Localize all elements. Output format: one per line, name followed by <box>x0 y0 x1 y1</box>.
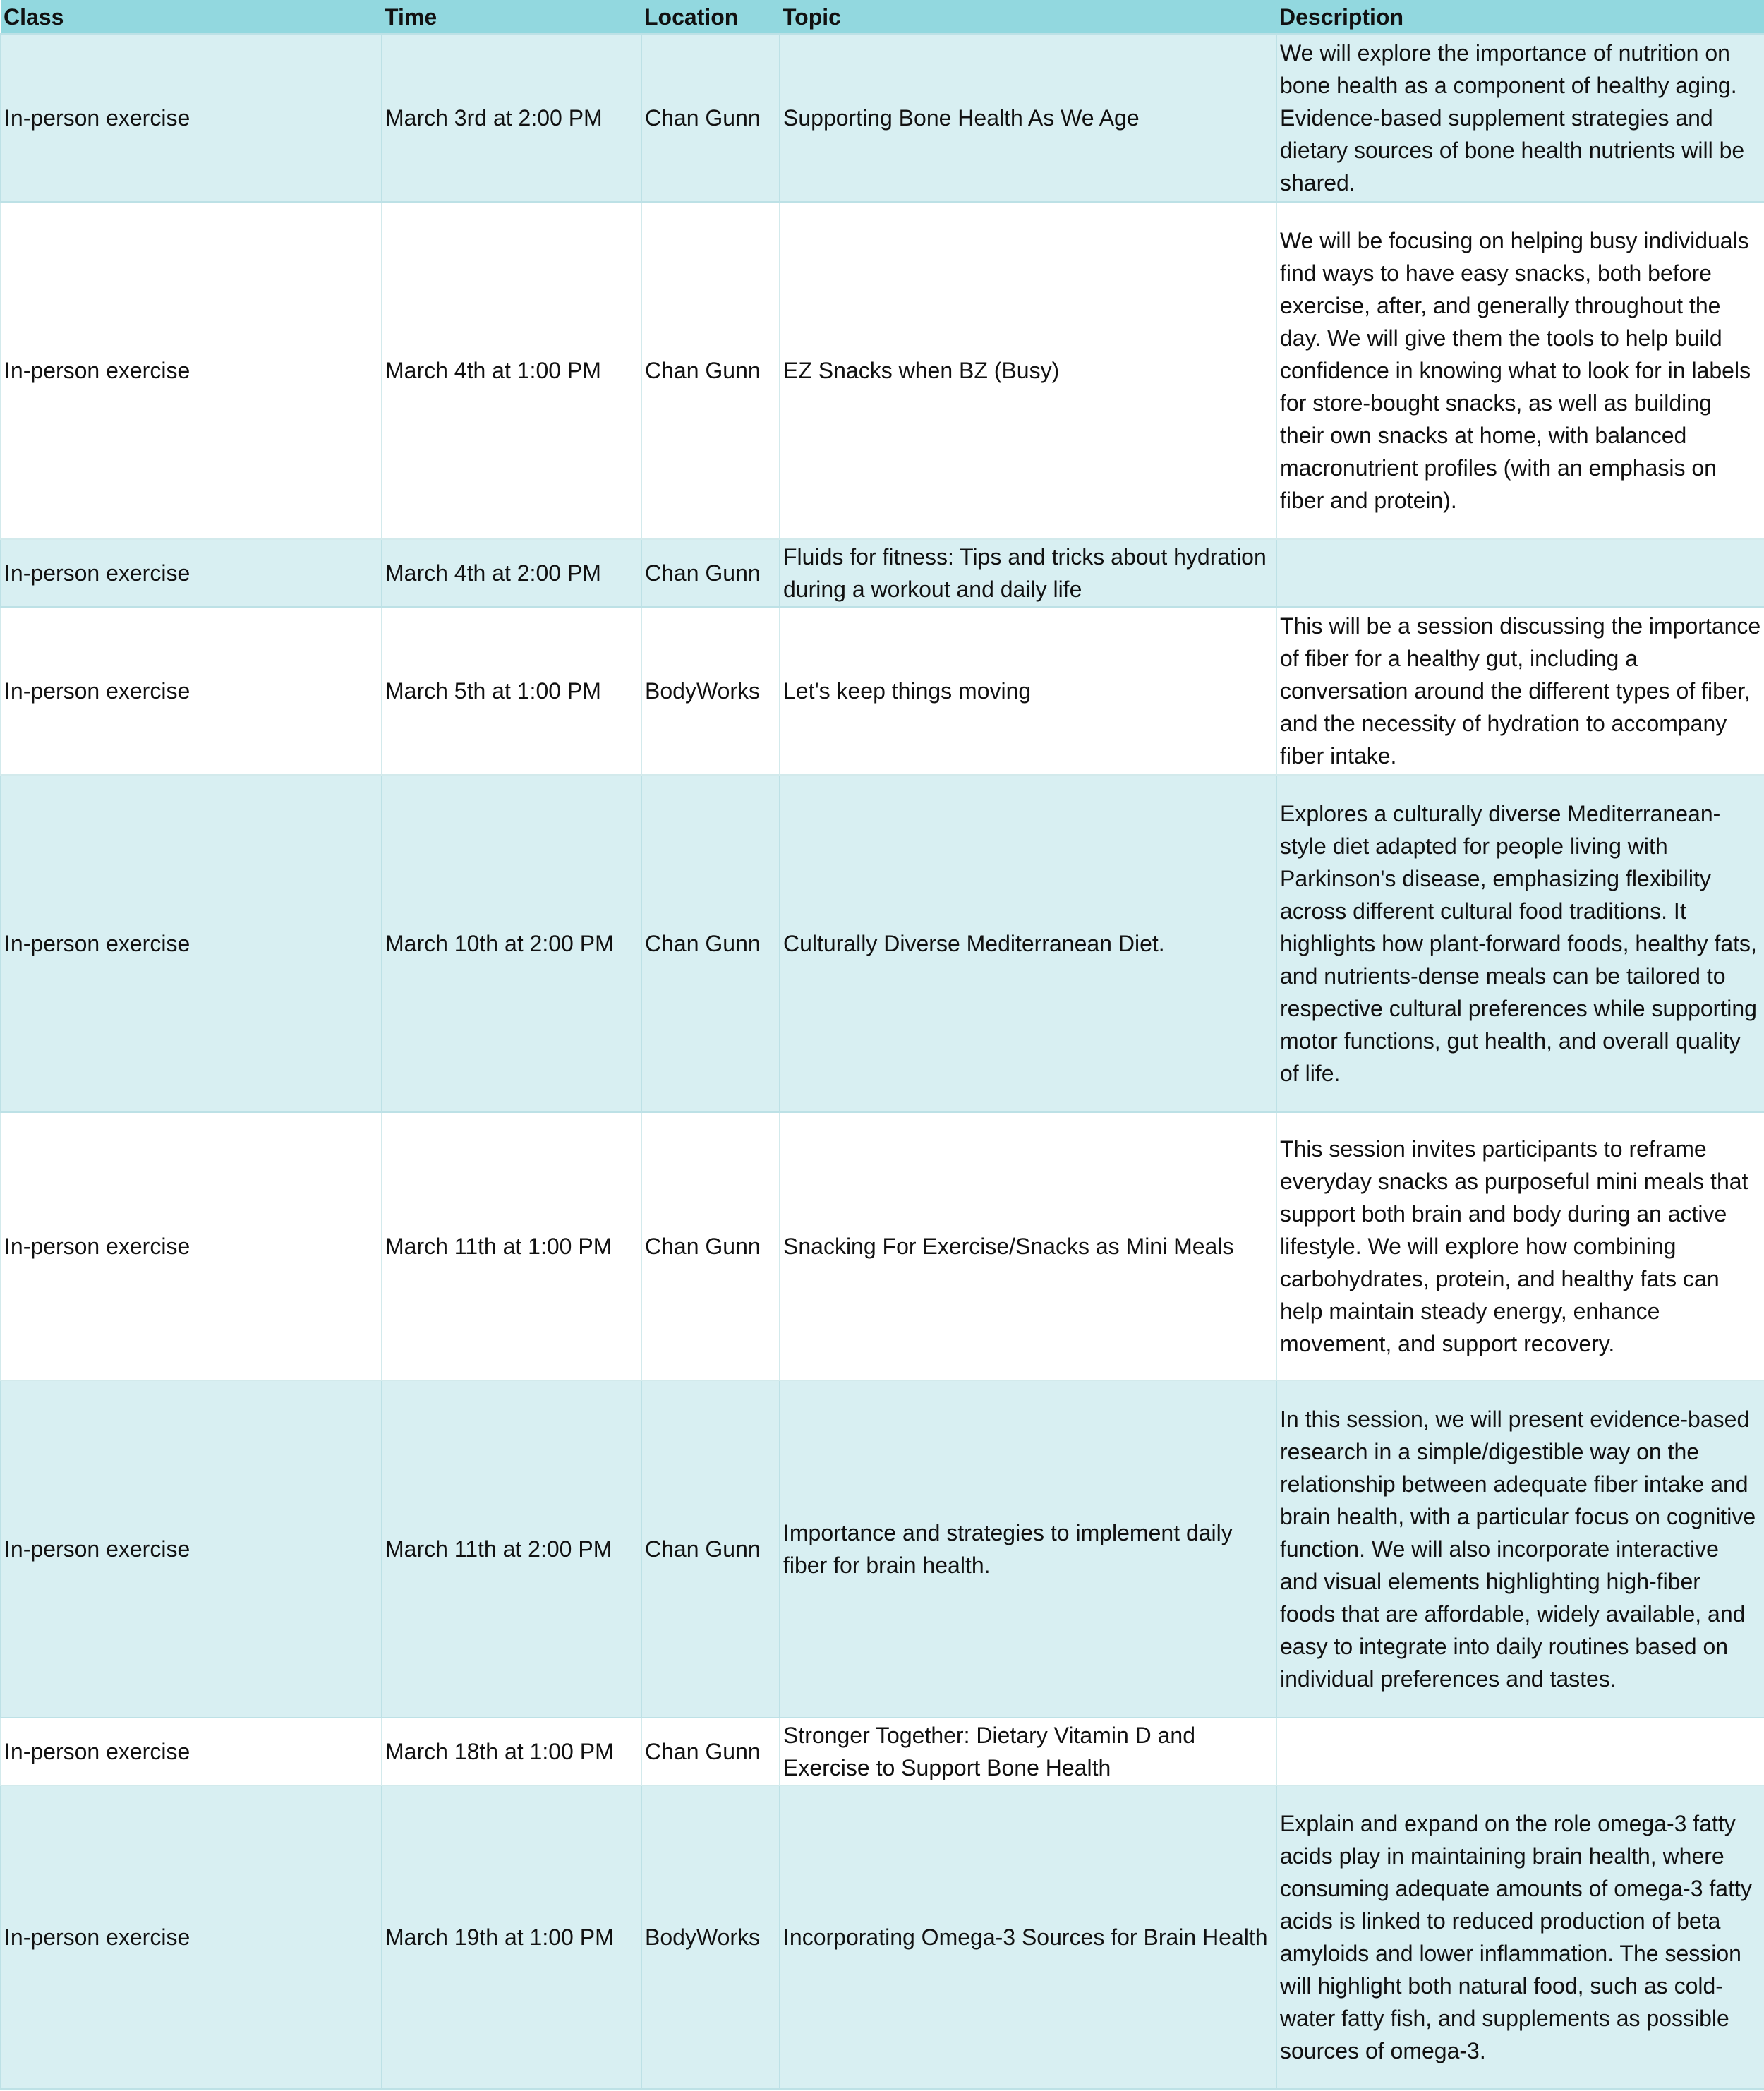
column-header-class: Class <box>4 4 64 30</box>
cell-topic: Culturally Diverse Mediterranean Diet. <box>780 775 1276 1112</box>
cell-class: In-person exercise <box>1 1380 382 1718</box>
cell-description <box>1276 1718 1764 1785</box>
cell-location: BodyWorks <box>641 607 780 775</box>
cell-location: Chan Gunn <box>641 1718 780 1785</box>
table-row <box>1 1718 1764 1785</box>
table-row <box>1 34 1764 202</box>
cell-time: March 5th at 1:00 PM <box>382 607 641 775</box>
cell-class: In-person exercise <box>1 539 382 607</box>
table-row <box>1 539 1764 607</box>
column-header-location: Location <box>644 4 739 30</box>
cell-location: Chan Gunn <box>641 1380 780 1718</box>
cell-description: Explores a culturally diverse Mediterranean-style diet adapted for people living with Parkinson's disease, emphasizing flexibility across different cultural food traditions. It highlights how plant-forward foods, healthy fats, and nutrients-dense meals can be tailored to respective cultural preferences while supporting motor functions, gut health, and overall quality of life. <box>1276 775 1764 1112</box>
cell-location: Chan Gunn <box>641 775 780 1112</box>
cell-time: March 11th at 2:00 PM <box>382 1380 641 1718</box>
table-body <box>1 34 1764 2089</box>
cell-class: In-person exercise <box>1 775 382 1112</box>
cell-topic: Snacking For Exercise/Snacks as Mini Meals <box>780 1112 1276 1380</box>
table-row <box>1 1785 1764 2089</box>
cell-topic: Incorporating Omega-3 Sources for Brain Health <box>780 1785 1276 2089</box>
column-header-description: Description <box>1279 4 1404 30</box>
cell-topic: Fluids for fitness: Tips and tricks about hydration during a workout and daily life <box>780 539 1276 607</box>
cell-location: Chan Gunn <box>641 1112 780 1380</box>
cell-time: March 4th at 2:00 PM <box>382 539 641 607</box>
cell-class: In-person exercise <box>1 1718 382 1785</box>
cell-location: Chan Gunn <box>641 34 780 202</box>
column-header-time: Time <box>385 4 437 30</box>
cell-time: March 4th at 1:00 PM <box>382 202 641 539</box>
cell-class: In-person exercise <box>1 202 382 539</box>
cell-description: Explain and expand on the role omega-3 fatty acids play in maintaining brain health, where consuming adequate amounts of omega-3 fatty acids is linked to reduced production of beta amyloids and lower inflammation. The session will highlight both natural food, such as cold-water fatty fish, and supplements as possible sources of omega-3. <box>1276 1785 1764 2089</box>
cell-topic: EZ Snacks when BZ (Busy) <box>780 202 1276 539</box>
cell-description: This session invites participants to reframe everyday snacks as purposeful mini meals that support both brain and body during an active lifestyle. We will explore how combining carbohydrates, protein, and healthy fats can help maintain steady energy, enhance movement, and support recovery. <box>1276 1112 1764 1380</box>
cell-topic: Let's keep things moving <box>780 607 1276 775</box>
cell-time: March 19th at 1:00 PM <box>382 1785 641 2089</box>
table-header <box>1 0 1764 34</box>
cell-description: We will explore the importance of nutrition on bone health as a component of healthy aging. Evidence-based supplement strategies and dietary sources of bone health nutrients will be shared. <box>1276 34 1764 202</box>
cell-time: March 18th at 1:00 PM <box>382 1718 641 1785</box>
cell-class: In-person exercise <box>1 1785 382 2089</box>
cell-topic: Supporting Bone Health As We Age <box>780 34 1276 202</box>
cell-time: March 10th at 2:00 PM <box>382 775 641 1112</box>
table-row <box>1 775 1764 1112</box>
table-row <box>1 1380 1764 1718</box>
cell-time: March 3rd at 2:00 PM <box>382 34 641 202</box>
cell-description: We will be focusing on helping busy individuals find ways to have easy snacks, both before exercise, after, and generally throughout the day. We will give them the tools to help build confidence in knowing what to look for in labels for store-bought snacks, as well as building their own snacks at home, with balanced macronutrient profiles (with an emphasis on fiber and protein). <box>1276 202 1764 539</box>
cell-location: Chan Gunn <box>641 539 780 607</box>
header-row <box>1 0 1764 34</box>
cell-topic: Importance and strategies to implement daily fiber for brain health. <box>780 1380 1276 1718</box>
cell-class: In-person exercise <box>1 1112 382 1380</box>
table-row <box>1 202 1764 539</box>
cell-location: Chan Gunn <box>641 202 780 539</box>
table-row <box>1 607 1764 775</box>
column-header-topic: Topic <box>783 4 841 30</box>
cell-topic: Stronger Together: Dietary Vitamin D and Exercise to Support Bone Health <box>780 1718 1276 1785</box>
cell-description <box>1276 539 1764 607</box>
cell-class: In-person exercise <box>1 607 382 775</box>
cell-description: In this session, we will present evidence-based research in a simple/digestible way on the relationship between adequate fiber intake and brain health, with a particular focus on cognitive function. We will also incorporate interactive and visual elements highlighting high-fiber foods that are affordable, widely available, and easy to integrate into daily routines based on individual preferences and tastes. <box>1276 1380 1764 1718</box>
table-row <box>1 1112 1764 1380</box>
cell-class: In-person exercise <box>1 34 382 202</box>
cell-time: March 11th at 1:00 PM <box>382 1112 641 1380</box>
cell-description: This will be a session discussing the importance of fiber for a healthy gut, including a conversation around the different types of fiber, and the necessity of hydration to accompany fiber intake. <box>1276 607 1764 775</box>
cell-location: BodyWorks <box>641 1785 780 2089</box>
